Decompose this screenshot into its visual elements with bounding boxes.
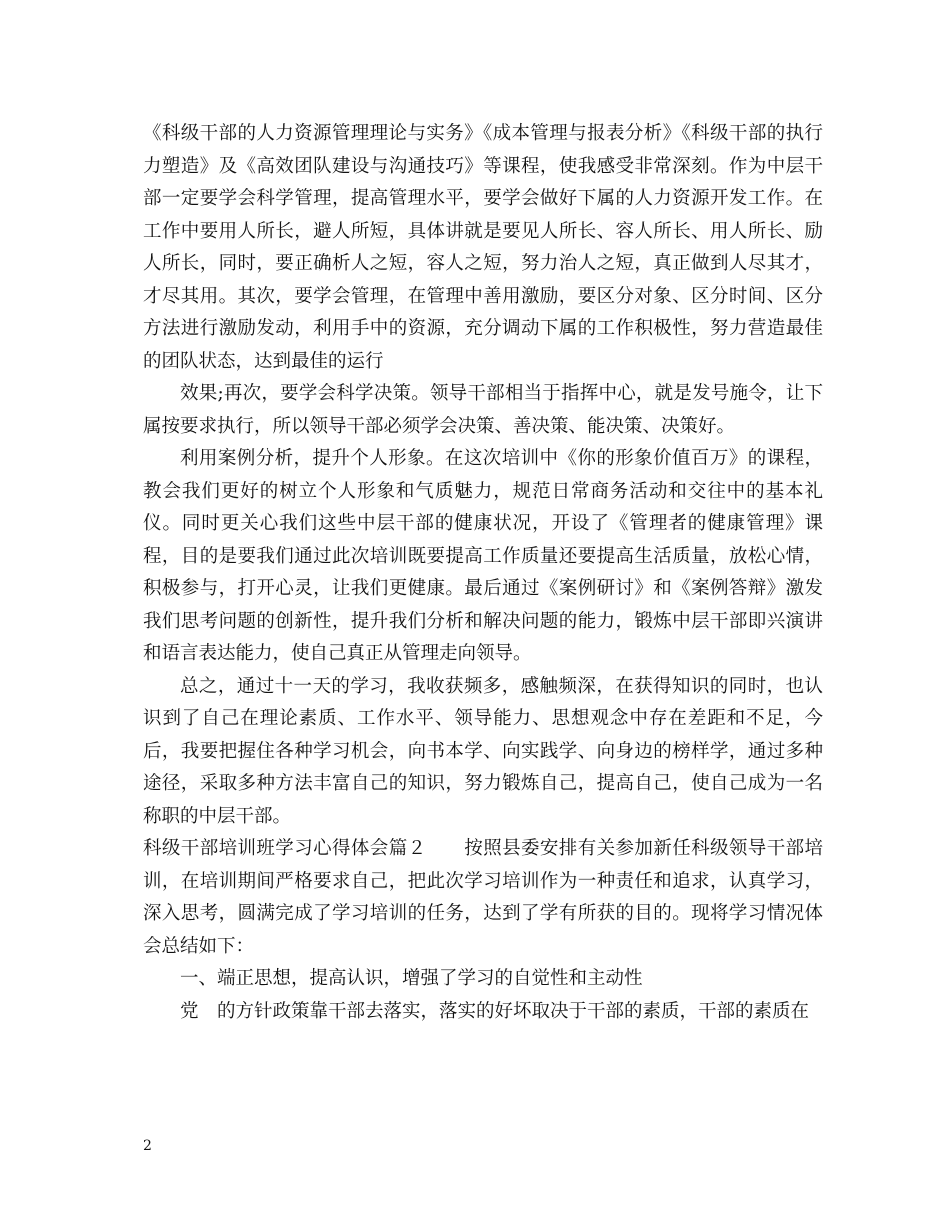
paragraph-summary: 总之，通过十一天的学习，我收获频多，感触频深，在获得知识的同时，也认识到了自己在理论素质、工作水平、领导能力、思想观念中存在差距和不足，今后，我要把握住各种学习机会，向书本学、向实践学、向身边的榜样学，通过多种途径，采取多种方法丰富自己的知识，努力锻炼自己，提高自己，使自己成为一名称职的中层干部。 (143, 675, 823, 827)
page-number: 2 (143, 1138, 152, 1154)
paragraph-decision: 效果;再次，要学会科学决策。领导干部相当于指挥中心，就是发号施令，让下属按要求执行，所以领导干部必须学会决策、善决策、能决策、决策好。 (143, 383, 823, 437)
paragraph-party-policy: 党 的方针政策靠干部去落实，落实的好坏取决于干部的素质，干部的素质在 (180, 1000, 810, 1022)
document-body (143, 118, 823, 1028)
paragraph-case-analysis: 利用案例分析，提升个人形象。在这次培训中《你的形象价值百万》的课程，教会我们更好的树立个人形象和气质魅力，规范日常商务活动和交往中的基本礼仪。同时更关心我们这些中层干部的健康状况，开设了《管理者的健康管理》课程，目的是要我们通过此次培训既要提高工作质量还要提高生活质量，放松心情，积极参与，打开心灵，让我们更健康。最后通过《案例研讨》和《案例答辩》激发我们思考问题的创新性，提升我们分析和解决问题的能力，锻炼中层干部即兴演讲和语言表达能力，使自己真正从管理走向领导。 (143, 448, 823, 664)
paragraph-courses: 《科级干部的人力资源管理理论与实务》《成本管理与报表分析》《科级干部的执行力塑造》及《高效团队建设与沟通技巧》等课程，使我感受非常深刻。作为中层干部一定要学会科学管理，提高管理水平，要学会做好下属的人力资源开发工作。在工作中要用人所长，避人所短，具体讲就是要见人所长、容人所长、用人所长、励人所长，同时，要正确析人之短，容人之短，努力治人之短，真正做到人尽其才，才尽其用。其次，要学会管理，在管理中善用激励，要区分对象、区分时间、区分方法进行激励发动，利用手中的资源，充分调动下属的工作积极性，努力营造最佳的团队状态，达到最佳的运行 (143, 123, 823, 372)
section-heading-1: 一、端正思想，提高认识，增强了学习的自觉性和主动性 (180, 968, 643, 989)
article-2-intro: 科级干部培训班学习心得体会篇２ 按照县委安排有关参加新任科级领导干部培训，在培训期间严格要求自己，把此次学习培训作为一种责任和追求，认真学习，深入思考，圆满完成了学习培训的任务，达到了学有所获的目的。现将学习情况体会总结如下： (143, 838, 823, 957)
